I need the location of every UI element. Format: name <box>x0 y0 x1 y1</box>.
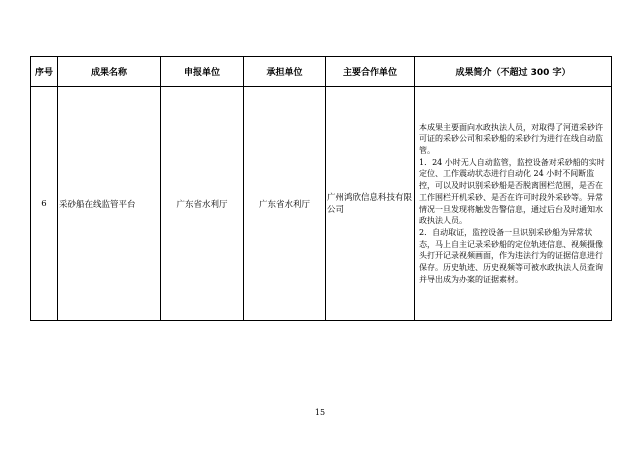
header-number: 序号 <box>31 57 58 87</box>
header-applicant: 申报单位 <box>161 57 244 87</box>
results-table-container <box>30 56 612 321</box>
summary-point-1: 1．24 小时无人自动监管，监控设备对采砂船的实时定位、工作震动状态进行自动化 24 小时不间断监控，可以及时识别采砂船是否脱离围栏范围，是否在工作围栏开机采砂、是否在许可时段外采砂等。异常情况一旦发现将触发告警信息，通过后台及时通知水政执法人员。 <box>419 157 605 226</box>
cell-number: 6 <box>31 87 58 321</box>
cell-summary <box>415 87 612 321</box>
summary-intro: 本成果主要面向水政执法人员，对取得了河道采砂许可证的采砂公司和采砂船的采砂行为进行在线自动监管。 <box>419 122 603 155</box>
cell-undertaker: 广东省水利厅 <box>244 87 326 321</box>
header-partner: 主要合作单位 <box>326 57 415 87</box>
table-row <box>31 87 612 321</box>
summary-point-2: 2．自动取证，监控设备一旦识别采砂船为异常状态，马上自主记录采砂船的定位轨迹信息、视频摄像头打开记录视频画面，作为违法行为的证据信息进行保存。历史轨迹、历史视频等可被水政执法人员查询并导出成为办案的证据素材。 <box>419 227 603 284</box>
cell-applicant: 广东省水利厅 <box>161 87 244 321</box>
cell-partner: 广州鸿欣信息科技有限公司 <box>326 87 415 321</box>
table-header-row <box>31 57 612 87</box>
cell-name: 采砂船在线监管平台 <box>58 87 161 321</box>
header-undertaker: 承担单位 <box>244 57 326 87</box>
header-summary: 成果简介（不超过 300 字） <box>415 57 612 87</box>
header-name: 成果名称 <box>58 57 161 87</box>
results-table <box>30 56 612 321</box>
page-number: 15 <box>314 408 326 417</box>
